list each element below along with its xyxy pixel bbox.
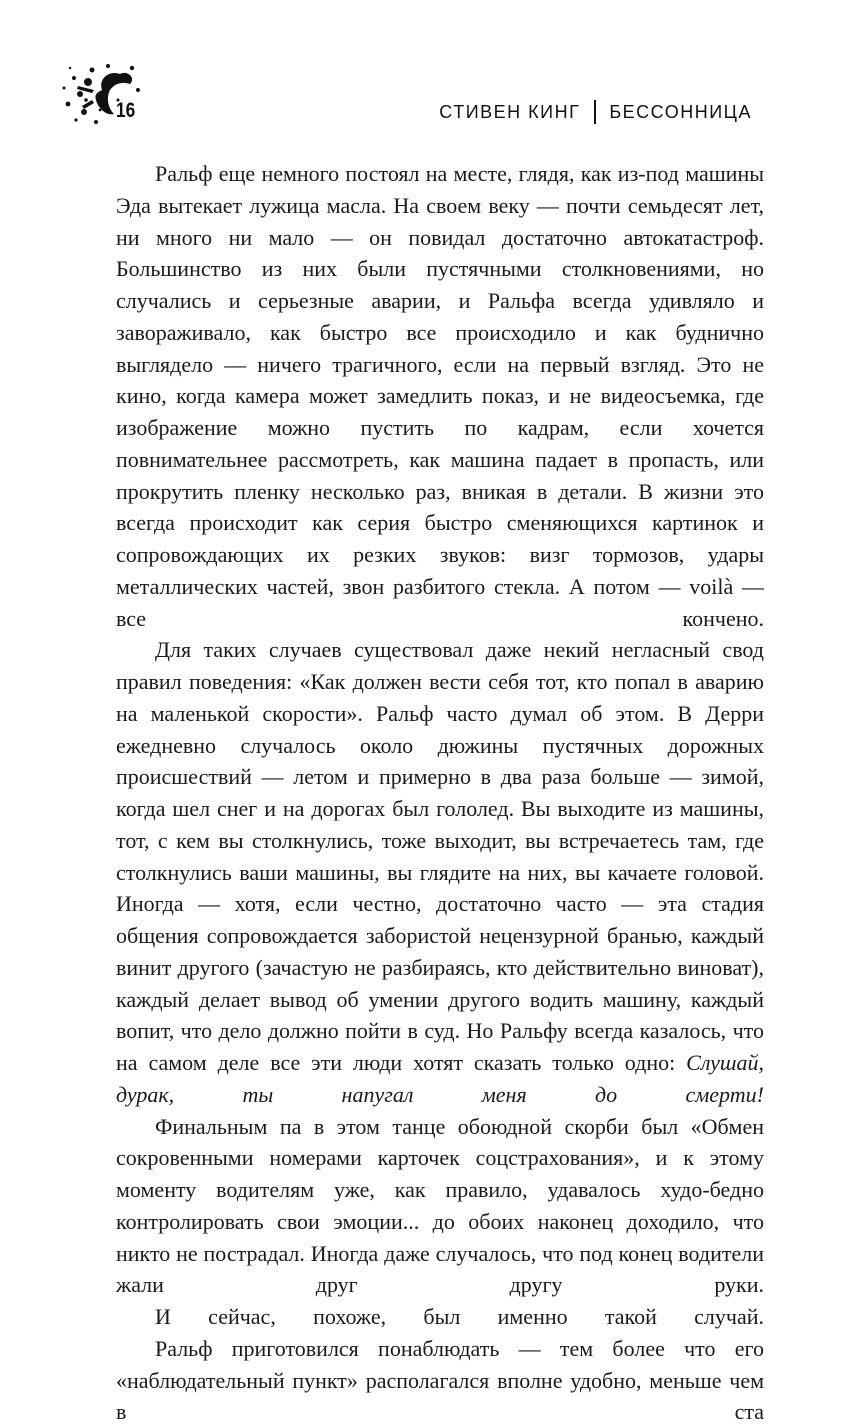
running-head <box>439 100 752 124</box>
body-text <box>116 158 764 1428</box>
author-name: СТИВЕН КИНГ <box>439 101 581 122</box>
paragraph-1: Ральф еще немного постоял на месте, глядя, как из-под машины Эда вытекает лужица масла. На своем веку — почти семьдесят лет, ни много ни мало — он повидал достаточно автокатастроф. Большинство из них были пустячными столкновениями, но случались и серьезные аварии, и Ральфа всегда удивляло и завораживало, как быстро все происходило и как буднично выглядело — ничего трагичного, если на первый взгляд. Это не кино, когда камера может замедлить показ, и не видеосъемка, где изображение можно пустить по кадрам, если хочется повнимательнее рассмотреть, как машина падает в пропасть, или прокрутить пленку несколько раз, вникая в детали. В жизни это всегда происходит как серия быстро сменяющихся картинок и сопровождающих их резких звуков: визг тормозов, удары металлических частей, звон разбитого стекла. А потом — voilà — все кончено. <box>116 161 764 631</box>
paragraph-3: Финальным па в этом танце обоюдной скорби был «Обмен сокровенными номерами карточек соцстрахования», и к этому моменту водителям уже, как правило, удавалось худо-бедно контролировать свои эмоции... до обоих наконец доходило, что никто не пострадал. Иногда даже случалось, что под конец водители жали друг другу руки. <box>116 1113 764 1298</box>
header-separator <box>594 100 596 124</box>
paragraph-2-italic: Слушай, дурак, ты напугал меня до смерти! <box>116 1050 765 1107</box>
page-number: 16 <box>116 99 136 122</box>
paragraph-4: И сейчас, похоже, был именно такой случай. <box>155 1304 764 1329</box>
paragraph-2 <box>116 634 764 1110</box>
book-title: БЕССОННИЦА <box>609 101 752 122</box>
paragraph-2-text: Для таких случаев существовал даже некий негласный свод правил поведения: «Как должен вести себя тот, кто попал в аварию на маленькой скорости». Ральф часто думал об этом. В Дерри ежедневно случалось около дюжины пустячных дорожных происшествий — летом и примерно в два раза больше — зимой, когда шел снег и на дорогах был гололед. Вы выходите из машины, тот, с кем вы столкнулись, тоже выходит, вы встречаетесь там, где столкнулись ваши машины, вы глядите на них, вы качаете головой. Иногда — хотя, если честно, достаточно часто — эта стадия общения сопровождается забористой нецензурной бранью, каждый винит другого (зачастую не разбираясь, кто действительно виноват), каждый делает вывод об умении другого водить машину, каждый вопит, что дело должно пойти в суд. Но Ральфу всегда казалось, что на самом деле все эти люди хотят сказать только одно: <box>116 637 764 1075</box>
paragraph-5: Ральф приготовился понаблюдать — тем более что его «наблюдательный пункт» располагался вполне удобно, меньше чем в ста <box>116 1335 764 1425</box>
